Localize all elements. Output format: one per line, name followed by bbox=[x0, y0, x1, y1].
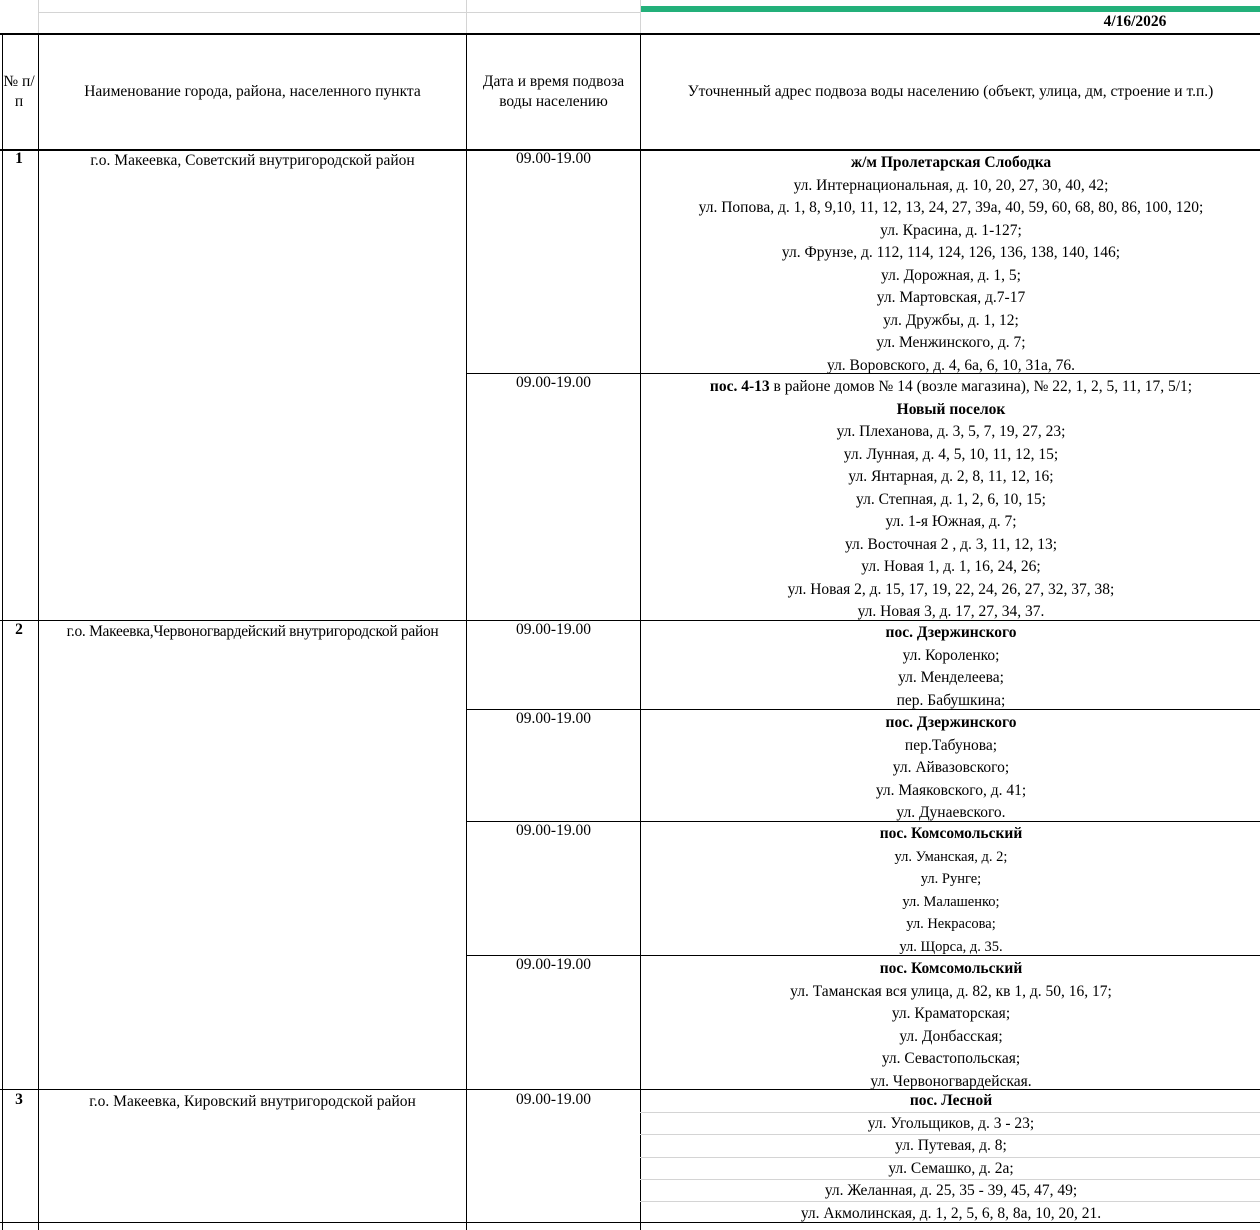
header-locality: Наименование города, района, населенного пункта bbox=[84, 83, 421, 100]
address-line: ул. Донбасская; bbox=[899, 1027, 1003, 1045]
address-line: ул. Короленко; bbox=[902, 646, 1000, 664]
grid-line bbox=[38, 0, 39, 33]
address-list bbox=[642, 823, 1260, 958]
grid-line bbox=[640, 1201, 1260, 1202]
delivery-time: 09.00-19.00 bbox=[516, 1091, 591, 1108]
address-line: ул. Новая 1, д. 1, 16, 24, 26; bbox=[861, 558, 1041, 575]
grid-line bbox=[640, 1134, 1260, 1135]
address-line: ул. Малашенко; bbox=[902, 893, 1000, 910]
address-line: ул. Уманская, д. 2; bbox=[894, 848, 1008, 865]
delivery-time: 09.00-19.00 bbox=[516, 710, 591, 727]
address-line: ул. Попова, д. 1, 8, 9,10, 11, 12, 13, 24, 27, 39а, 40, 59, 60, 68, 80, 86, 100, 120; bbox=[698, 199, 1204, 216]
address-line: ул. 1-я Южная, д. 7; bbox=[885, 513, 1017, 530]
grid-line bbox=[466, 0, 467, 33]
address-line: ул. Лунная, д. 4, 5, 10, 11, 12, 15; bbox=[843, 445, 1059, 463]
delivery-time: 09.00-19.00 bbox=[516, 621, 591, 638]
address-line: ул. Мартовская, д.7-17 bbox=[876, 289, 1026, 306]
header-address: Уточненный адрес подвоза воды населению (объект, улица, дм, строение и т.п.) bbox=[687, 83, 1214, 100]
address-list bbox=[642, 622, 1260, 712]
address-line: ул. Дружбы, д. 1, 12; bbox=[883, 311, 1019, 329]
address-list bbox=[642, 152, 1260, 377]
row-locality: г.о. Макеевка,Червоногвардейский внутригородской район bbox=[66, 623, 439, 640]
selection-indicator bbox=[641, 6, 1260, 12]
address-line: ул. Степная, д. 1, 2, 6, 10, 15; bbox=[856, 490, 1046, 508]
address-line: ул. Желанная, д. 25, 35 - 39, 45, 47, 49; bbox=[824, 1182, 1078, 1199]
row-number: 1 bbox=[15, 150, 23, 167]
address-line: ул. Краматорская; bbox=[891, 1005, 1011, 1022]
address-line: ул. Интернациональная, д. 10, 20, 27, 30, 40, 42; bbox=[793, 176, 1109, 194]
grid-line bbox=[640, 1179, 1260, 1180]
address-line: ул. Айвазовского; bbox=[892, 759, 1010, 776]
delivery-time: 09.00-19.00 bbox=[516, 956, 591, 973]
address-line: ул. Таманская вся улица, д. 82, кв 1, д. 50, 16, 17; bbox=[790, 982, 1112, 1000]
address-line: ул. Менжинского, д. 7; bbox=[876, 334, 1026, 351]
address-line: ул. Рунге; bbox=[920, 871, 982, 887]
address-line: ул. Семашко, д. 2а; bbox=[888, 1159, 1014, 1177]
address-list bbox=[642, 376, 1260, 624]
address-line: ул. Акмолинская, д. 1, 2, 5, 6, 8, 8а, 10, 20, 21. bbox=[800, 1204, 1102, 1222]
address-text: в районе домов № 14 (возле магазина), № 22, 1, 2, 5, 11, 17, 5/1; bbox=[769, 378, 1193, 395]
delivery-time: 09.00-19.00 bbox=[516, 822, 591, 839]
address-line: ул. Дорожная, д. 1, 5; bbox=[881, 266, 1021, 284]
report-date: 4/16/2026 bbox=[1103, 13, 1167, 30]
header-datetime: Дата и время подвоза воды населению bbox=[482, 73, 625, 110]
grid-line bbox=[38, 12, 641, 13]
address-line: ул. Восточная 2 , д. 3, 11, 12, 13; bbox=[844, 535, 1058, 553]
address-line: Новый поселок bbox=[896, 400, 1006, 418]
row-border bbox=[0, 1222, 1260, 1223]
address-line: ул. Путевая, д. 8; bbox=[895, 1137, 1007, 1154]
address-line: ул. Некрасова; bbox=[906, 916, 996, 932]
delivery-time: 09.00-19.00 bbox=[516, 374, 591, 391]
address-line: ул. Новая 3, д. 17, 27, 34, 37. bbox=[857, 603, 1045, 620]
address-line: ул. Воровского, д. 4, 6а, 6, 10, 31а, 76. bbox=[827, 356, 1075, 374]
row-locality: г.о. Макеевка, Советский внутригородской район bbox=[90, 152, 415, 169]
settlement-name: пос. 4-13 bbox=[709, 378, 770, 395]
column-border bbox=[640, 33, 641, 1230]
address-line: ул. Новая 2, д. 15, 17, 19, 22, 24, 26, 27, 32, 37, 38; bbox=[787, 580, 1115, 598]
address-list bbox=[642, 958, 1260, 1093]
grid-line bbox=[640, 1157, 1260, 1158]
address-line: ул. Дунаевского. bbox=[896, 804, 1006, 821]
address-line: пос. Дзержинского bbox=[885, 624, 1017, 641]
address-line: ул. Угольщиков, д. 3 - 23; bbox=[867, 1114, 1035, 1132]
delivery-time: 09.00-19.00 bbox=[516, 150, 591, 167]
address-line: ул. Менделеева; bbox=[898, 669, 1004, 686]
address-line: ул. Щорса, д. 35. bbox=[899, 938, 1003, 955]
grid-line bbox=[640, 0, 641, 33]
address-line bbox=[642, 376, 1260, 399]
grid-line bbox=[640, 1112, 1260, 1113]
header-num: № п/п bbox=[3, 73, 35, 110]
row-locality: г.о. Макеевка, Кировский внутригородской район bbox=[89, 1093, 416, 1110]
address-line: ул. Маяковского, д. 41; bbox=[875, 781, 1027, 799]
address-line: пос. Комсомольский bbox=[879, 825, 1023, 842]
address-line: ул. Севастопольская; bbox=[881, 1050, 1021, 1067]
address-line: ул. Янтарная, д. 2, 8, 11, 12, 16; bbox=[848, 468, 1054, 485]
row-number: 2 bbox=[15, 621, 23, 638]
address-line: пос. Комсомольский bbox=[879, 960, 1023, 977]
address-line: пер. Бабушкина; bbox=[896, 691, 1006, 709]
address-line: ул. Красина, д. 1-127; bbox=[880, 221, 1022, 239]
address-line: пер.Табунова; bbox=[904, 736, 998, 754]
address-line: ул. Фрунзе, д. 112, 114, 124, 126, 136, 138, 140, 146; bbox=[781, 244, 1121, 261]
address-line: ж/м Пролетарская Слободка bbox=[850, 154, 1052, 171]
address-line: пос. Дзержинского bbox=[885, 714, 1017, 731]
address-line: ул. Червоногвардейская. bbox=[870, 1072, 1032, 1090]
address-line: ул. Плеханова, д. 3, 5, 7, 19, 27, 23; bbox=[836, 423, 1066, 440]
address-list bbox=[642, 712, 1260, 825]
row-number: 3 bbox=[15, 1091, 23, 1108]
address-line: пос. Лесной bbox=[909, 1092, 993, 1109]
